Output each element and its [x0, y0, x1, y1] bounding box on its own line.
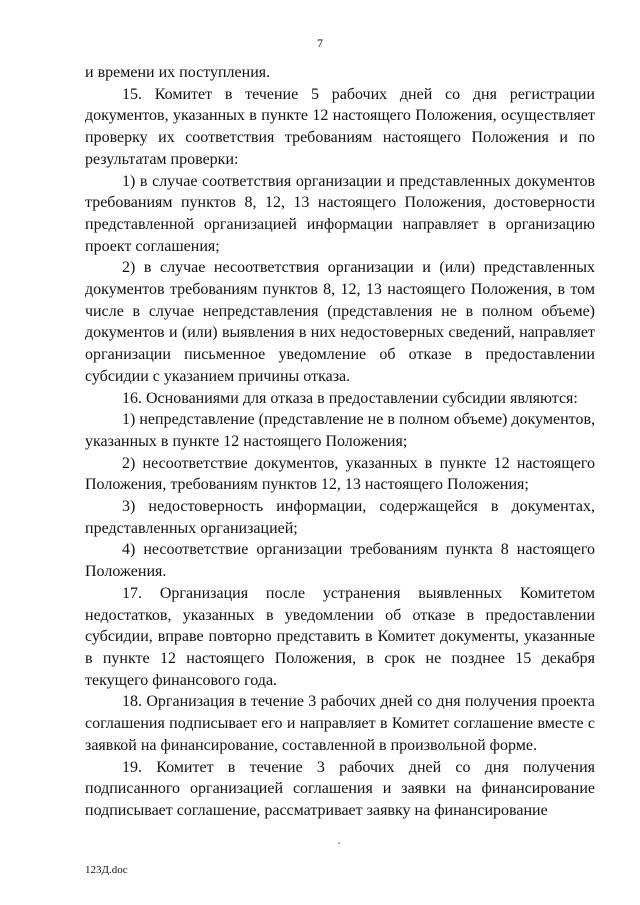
- document-body: [85, 62, 595, 822]
- paragraph-continuation: и времени их поступления.: [85, 64, 271, 81]
- paragraph-item-16: 16. Основаниями для отказа в предоставлении субсидии являются:: [122, 389, 578, 407]
- paragraph-item-16-3: 3) недостоверность информации, содержащейся в документах, представленных организацией;: [85, 498, 595, 537]
- paragraph-item-16-1: 1) непредставление (представление не в полном объеме) документов, указанных в пункте 12 настоящего Положения;: [85, 411, 595, 450]
- scan-speck: [338, 842, 340, 844]
- paragraph-item-19: 19. Комитет в течение 3 рабочих дней со дня получения подписанного организацией соглашения и заявки на финансирование подписывает соглашение, рассматривает заявку на финансирование: [85, 758, 595, 819]
- paragraph-item-15: 15. Комитет в течение 5 рабочих дней со дня регистрации документов, указанных в пункте 12 настоящего Положения, осуществляет проверку их соответствия требованиям настоящего Положения и по результатам проверки:: [85, 85, 595, 168]
- paragraph-item-17: 17. Организация после устранения выявленных Комитетом недостатков, указанных в уведомлении об отказе в предоставлении субсидии, вправе повторно представить в Комитет документы, указанные в пункте 12 настоящего Положения, в срок не позднее 15 декабря текущего финансового года.: [85, 584, 595, 689]
- paragraph-item-15-2: 2) в случае несоответствия организации и (или) представленных документов требованиям пунктов 8, 12, 13 настоящего Положения, в том числе в случае непредставления (представления не в полном объеме) документов и (или) выявления в них недостоверных сведений, направляет организации письменное уведомление об отказе в предоставлении субсидии с указанием причины отказа.: [85, 259, 595, 385]
- page-number: 7: [317, 36, 323, 50]
- paragraph-item-16-4: 4) несоответствие организации требованиям пункта 8 настоящего Положения.: [85, 541, 595, 581]
- paragraph-item-15-1: 1) в случае соответствия организации и представленных документов требованиям пунктов 8, 12, 13 настоящего Положения, достоверности представленной организацией информации направляет в организацию проект соглашения;: [85, 172, 595, 255]
- paragraph-item-18: 18. Организация в течение 3 рабочих дней со дня получения проекта соглашения подписывает его и направляет в Комитет соглашение вместе с заявкой на финансирование, составленной в произвольной форме.: [85, 693, 595, 754]
- paragraph-item-16-2: 2) несоответствие документов, указанных в пункте 12 настоящего Положения, требованиям пунктов 12, 13 настоящего Положения;: [85, 454, 595, 494]
- footer-filename: 123Д.doc: [85, 864, 128, 876]
